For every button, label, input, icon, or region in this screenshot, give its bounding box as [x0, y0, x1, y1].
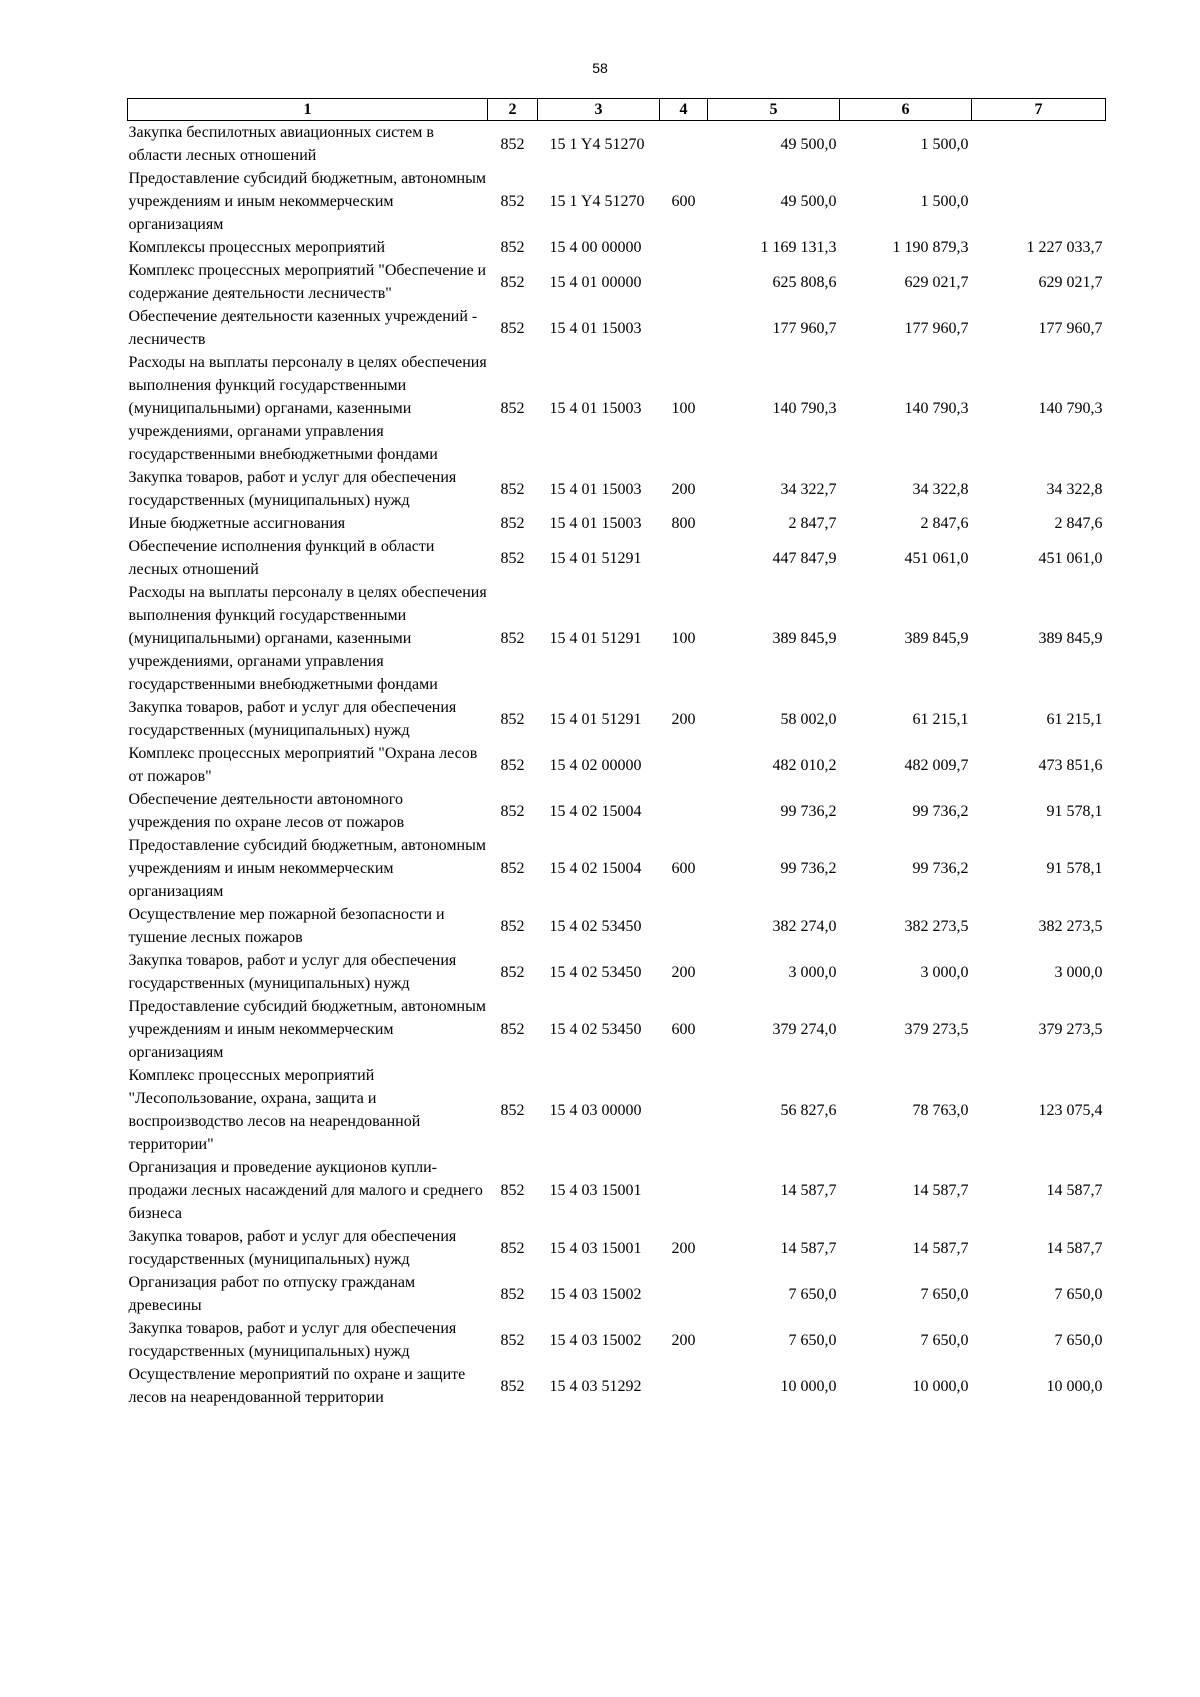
row-amount-year3-cell: 1 227 033,7 — [1026, 239, 1103, 256]
row-name-cell: Расходы на выплаты персоналу в целях обеспечения выполнения функций государственными (муниципальными) органами, казенными учреждениями, органами управления государственными внебюджетными фондами — [128, 584, 487, 693]
table-row — [128, 512, 1106, 535]
row-expense-type-cell — [660, 742, 708, 788]
row-amount-year3-cell: 629 021,7 — [1038, 273, 1103, 291]
row-name-cell: Организация работ по отпуску гражданам древесины — [128, 1274, 416, 1314]
row-name-cell: Расходы на выплаты персоналу в целях обеспечения выполнения функций государственными (муниципальными) органами, казенными учреждениями, органами управления государственными внебюджетными фондами — [128, 354, 487, 463]
row-amount-year3-cell: 34 322,8 — [1046, 480, 1103, 498]
row-target-article-cell: 15 4 01 51291 — [549, 710, 642, 728]
row-amount-year2-cell: 3 000,0 — [920, 963, 969, 981]
row-target-article-cell: 15 4 02 53450 — [549, 963, 642, 981]
row-amount-year3-cell: 389 845,9 — [1038, 630, 1103, 647]
row-amount-year1-cell: 14 587,7 — [780, 1182, 837, 1199]
row-target-article-cell: 15 4 01 00000 — [549, 273, 642, 291]
row-ministry-code-cell: 852 — [500, 1285, 525, 1303]
row-ministry-code-cell: 852 — [500, 135, 525, 153]
row-amount-year1-cell: 10 000,0 — [780, 1377, 837, 1395]
row-ministry-code-cell: 852 — [500, 515, 525, 532]
row-expense-type-cell: 200 — [671, 480, 696, 498]
row-amount-year2-cell: 7 650,0 — [920, 1331, 969, 1349]
row-ministry-code-cell: 852 — [500, 1331, 525, 1349]
row-amount-year1-cell: 99 736,2 — [780, 802, 837, 820]
row-amount-year1-cell: 3 000,0 — [788, 963, 837, 981]
row-target-article-cell: 15 4 01 51291 — [549, 630, 642, 647]
table-row — [128, 236, 1106, 259]
row-amount-year3-cell: 7 650,0 — [1054, 1285, 1103, 1303]
row-ministry-code-cell: 852 — [500, 860, 525, 877]
row-amount-year3-cell: 14 587,7 — [1046, 1239, 1103, 1257]
row-target-article-cell: 15 4 01 51291 — [549, 549, 642, 567]
row-amount-year1-cell: 34 322,7 — [780, 480, 837, 498]
table-row — [128, 167, 1106, 236]
row-name-cell: Предоставление субсидий бюджетным, автономным учреждениям и иным некоммерческим организациям — [128, 837, 486, 900]
row-amount-year1-cell: 56 827,6 — [780, 1101, 837, 1119]
table-row — [128, 305, 1106, 351]
row-amount-year3-cell — [972, 121, 1106, 168]
row-expense-type-cell: 200 — [671, 1331, 696, 1349]
row-name-cell: Осуществление мер пожарной безопасности и тушение лесных пожаров — [128, 906, 445, 946]
row-ministry-code-cell: 852 — [500, 273, 525, 291]
row-amount-year1-cell: 379 274,0 — [772, 1021, 837, 1038]
header-col-7: 7 — [972, 99, 1106, 121]
row-ministry-code-cell: 852 — [500, 1021, 525, 1038]
row-amount-year2-cell: 1 190 879,3 — [892, 239, 969, 256]
row-amount-year1-cell: 58 002,0 — [780, 710, 837, 728]
row-ministry-code-cell: 852 — [500, 549, 525, 567]
header-col-5: 5 — [708, 99, 840, 121]
row-amount-year3-cell — [972, 167, 1106, 236]
row-amount-year2-cell: 7 650,0 — [920, 1285, 969, 1303]
row-target-article-cell: 15 4 02 53450 — [549, 1021, 642, 1038]
table-row — [128, 351, 1106, 466]
table-row — [128, 788, 1106, 834]
row-ministry-code-cell: 852 — [500, 319, 525, 337]
row-ministry-code-cell: 852 — [500, 710, 525, 728]
row-amount-year2-cell: 389 845,9 — [904, 630, 969, 647]
row-target-article-cell: 15 4 02 15004 — [549, 860, 642, 877]
row-name-cell: Закупка товаров, работ и услуг для обеспечения государственных (муниципальных) нужд — [128, 1320, 457, 1360]
row-amount-year1-cell: 49 500,0 — [780, 193, 837, 210]
table-row — [128, 742, 1106, 788]
row-target-article-cell: 15 4 01 15003 — [549, 400, 642, 417]
row-amount-year1-cell: 382 274,0 — [772, 917, 837, 935]
row-amount-year1-cell: 177 960,7 — [772, 319, 837, 337]
row-amount-year2-cell: 10 000,0 — [912, 1377, 969, 1395]
table-header — [128, 99, 1106, 121]
row-name-cell: Закупка товаров, работ и услуг для обеспечения государственных (муниципальных) нужд — [128, 469, 457, 509]
table-row — [128, 903, 1106, 949]
row-name-cell: Осуществление мероприятий по охране и защите лесов на неарендованной территории — [128, 1366, 466, 1406]
row-expense-type-cell: 800 — [671, 515, 696, 532]
table-row — [128, 949, 1106, 995]
row-expense-type-cell — [660, 1156, 708, 1225]
row-amount-year2-cell: 1 500,0 — [920, 135, 969, 153]
table-row — [128, 259, 1106, 305]
table-row — [128, 581, 1106, 696]
row-amount-year3-cell: 7 650,0 — [1054, 1331, 1103, 1349]
row-expense-type-cell — [660, 1363, 708, 1409]
row-expense-type-cell — [660, 1064, 708, 1156]
row-amount-year1-cell: 389 845,9 — [772, 630, 837, 647]
row-amount-year1-cell: 99 736,2 — [780, 860, 837, 877]
row-target-article-cell: 15 1 Y4 51270 — [549, 193, 645, 210]
row-target-article-cell: 15 4 01 15003 — [549, 319, 642, 337]
row-expense-type-cell: 100 — [671, 630, 696, 647]
row-target-article-cell: 15 4 03 00000 — [549, 1101, 642, 1119]
page-number: 58 — [592, 60, 608, 76]
row-amount-year3-cell: 3 000,0 — [1054, 963, 1103, 981]
row-amount-year1-cell: 7 650,0 — [788, 1285, 837, 1303]
row-expense-type-cell: 200 — [671, 1239, 696, 1257]
row-expense-type-cell: 600 — [671, 1021, 696, 1038]
row-name-cell: Комплекс процессных мероприятий "Лесопользование, охрана, защита и воспроизводство лесов на неарендованной территории" — [128, 1067, 421, 1153]
budget-table — [127, 98, 1106, 1409]
table-row — [128, 696, 1106, 742]
row-amount-year1-cell: 1 169 131,3 — [760, 239, 837, 256]
row-amount-year2-cell: 61 215,1 — [912, 710, 969, 728]
row-target-article-cell: 15 4 03 15001 — [549, 1239, 642, 1257]
row-amount-year1-cell: 7 650,0 — [788, 1331, 837, 1349]
table-row — [128, 834, 1106, 903]
table-row — [128, 1271, 1106, 1317]
row-amount-year2-cell: 14 587,7 — [912, 1239, 969, 1257]
row-amount-year3-cell: 177 960,7 — [1038, 319, 1103, 337]
header-col-2: 2 — [488, 99, 538, 121]
header-col-4: 4 — [660, 99, 708, 121]
row-ministry-code-cell: 852 — [500, 1182, 525, 1199]
row-amount-year3-cell: 14 587,7 — [1046, 1182, 1103, 1199]
row-expense-type-cell: 200 — [671, 963, 696, 981]
row-name-cell: Закупка товаров, работ и услуг для обеспечения государственных (муниципальных) нужд — [128, 699, 457, 739]
row-amount-year1-cell: 140 790,3 — [772, 400, 837, 417]
row-expense-type-cell — [660, 788, 708, 834]
row-ministry-code-cell: 852 — [500, 756, 525, 774]
row-amount-year1-cell: 2 847,7 — [788, 515, 837, 532]
table-body — [128, 121, 1106, 1410]
table-row — [128, 995, 1106, 1064]
row-expense-type-cell — [660, 305, 708, 351]
row-amount-year2-cell: 177 960,7 — [904, 319, 969, 337]
row-amount-year2-cell: 78 763,0 — [912, 1101, 969, 1119]
row-name-cell: Комплексы процессных мероприятий — [128, 239, 386, 256]
row-amount-year2-cell: 629 021,7 — [904, 273, 969, 291]
row-name-cell: Комплекс процессных мероприятий "Обеспечение и содержание деятельности лесничеств" — [128, 262, 487, 302]
row-ministry-code-cell: 852 — [500, 1377, 525, 1395]
row-name-cell: Закупка беспилотных авиационных систем в области лесных отношений — [128, 124, 434, 164]
table-row — [128, 1317, 1106, 1363]
row-expense-type-cell — [660, 236, 708, 259]
row-expense-type-cell — [660, 535, 708, 581]
row-ministry-code-cell: 852 — [500, 239, 525, 256]
row-amount-year1-cell: 49 500,0 — [780, 135, 837, 153]
row-amount-year2-cell: 482 009,7 — [904, 756, 969, 774]
row-amount-year3-cell: 10 000,0 — [1046, 1377, 1103, 1395]
row-amount-year3-cell: 140 790,3 — [1038, 400, 1103, 417]
row-target-article-cell: 15 4 00 00000 — [549, 239, 642, 256]
table-row — [128, 1156, 1106, 1225]
row-amount-year2-cell: 99 736,2 — [912, 802, 969, 820]
row-amount-year1-cell: 447 847,9 — [772, 549, 837, 567]
row-name-cell: Организация и проведение аукционов купли-продажи лесных насаждений для малого и среднего бизнеса — [128, 1159, 483, 1222]
table-row — [128, 466, 1106, 512]
row-target-article-cell: 15 4 03 51292 — [549, 1377, 642, 1395]
row-expense-type-cell — [660, 121, 708, 168]
row-amount-year3-cell: 61 215,1 — [1046, 710, 1103, 728]
row-ministry-code-cell: 852 — [500, 480, 525, 498]
row-amount-year3-cell: 91 578,1 — [1046, 860, 1103, 877]
row-expense-type-cell — [660, 903, 708, 949]
row-amount-year2-cell: 140 790,3 — [904, 400, 969, 417]
row-amount-year3-cell: 382 273,5 — [1038, 917, 1103, 935]
row-amount-year3-cell: 473 851,6 — [1038, 756, 1103, 774]
row-expense-type-cell — [660, 259, 708, 305]
row-target-article-cell: 15 4 03 15001 — [549, 1182, 642, 1199]
row-target-article-cell: 15 4 03 15002 — [549, 1285, 642, 1303]
row-target-article-cell: 15 4 02 53450 — [549, 917, 642, 935]
row-expense-type-cell: 100 — [671, 400, 696, 417]
row-amount-year3-cell: 123 075,4 — [1038, 1101, 1103, 1119]
row-name-cell: Иные бюджетные ассигнования — [128, 515, 346, 532]
row-ministry-code-cell: 852 — [500, 1101, 525, 1119]
row-target-article-cell: 15 4 02 15004 — [549, 802, 642, 820]
row-amount-year2-cell: 379 273,5 — [904, 1021, 969, 1038]
row-target-article-cell: 15 1 Y4 51270 — [549, 135, 645, 153]
row-amount-year3-cell: 379 273,5 — [1038, 1021, 1103, 1038]
row-amount-year2-cell: 382 273,5 — [904, 917, 969, 935]
row-amount-year3-cell: 451 061,0 — [1038, 549, 1103, 567]
row-ministry-code-cell: 852 — [500, 400, 525, 417]
header-col-1: 1 — [128, 99, 488, 121]
row-target-article-cell: 15 4 02 00000 — [549, 756, 642, 774]
row-target-article-cell: 15 4 01 15003 — [549, 480, 642, 498]
row-target-article-cell: 15 4 03 15002 — [549, 1331, 642, 1349]
row-amount-year2-cell: 451 061,0 — [904, 549, 969, 567]
row-expense-type-cell: 200 — [671, 710, 696, 728]
row-amount-year3-cell: 2 847,6 — [1054, 515, 1103, 532]
row-name-cell: Предоставление субсидий бюджетным, автономным учреждениям и иным некоммерческим организациям — [128, 170, 486, 233]
row-ministry-code-cell: 852 — [500, 917, 525, 935]
row-amount-year2-cell: 34 322,8 — [912, 480, 969, 498]
table-row — [128, 1363, 1106, 1409]
header-col-3: 3 — [538, 99, 660, 121]
row-amount-year2-cell: 14 587,7 — [912, 1182, 969, 1199]
table-row — [128, 1225, 1106, 1271]
table-row — [128, 121, 1106, 168]
row-name-cell: Комплекс процессных мероприятий "Охрана лесов от пожаров" — [128, 745, 478, 785]
row-amount-year2-cell: 1 500,0 — [920, 193, 969, 210]
row-ministry-code-cell: 852 — [500, 963, 525, 981]
table-row — [128, 535, 1106, 581]
table-row — [128, 1064, 1106, 1156]
row-ministry-code-cell: 852 — [500, 193, 525, 210]
row-amount-year1-cell: 482 010,2 — [772, 756, 837, 774]
row-ministry-code-cell: 852 — [500, 802, 525, 820]
row-name-cell: Обеспечение деятельности казенных учреждений - лесничеств — [128, 308, 478, 348]
row-ministry-code-cell: 852 — [500, 1239, 525, 1257]
row-name-cell: Обеспечение деятельности автономного учреждения по охране лесов от пожаров — [128, 791, 405, 831]
row-amount-year2-cell: 2 847,6 — [920, 515, 969, 532]
row-expense-type-cell: 600 — [671, 193, 696, 210]
row-expense-type-cell: 600 — [671, 860, 696, 877]
row-name-cell: Предоставление субсидий бюджетным, автономным учреждениям и иным некоммерческим организациям — [128, 998, 486, 1061]
row-name-cell: Закупка товаров, работ и услуг для обеспечения государственных (муниципальных) нужд — [128, 1228, 457, 1268]
row-amount-year2-cell: 99 736,2 — [912, 860, 969, 877]
row-target-article-cell: 15 4 01 15003 — [549, 515, 642, 532]
row-amount-year1-cell: 14 587,7 — [780, 1239, 837, 1257]
row-expense-type-cell — [660, 1271, 708, 1317]
row-name-cell: Обеспечение исполнения функций в области лесных отношений — [128, 538, 435, 578]
header-col-6: 6 — [840, 99, 972, 121]
row-ministry-code-cell: 852 — [500, 630, 525, 647]
row-amount-year3-cell: 91 578,1 — [1046, 802, 1103, 820]
row-amount-year1-cell: 625 808,6 — [772, 273, 837, 291]
row-name-cell: Закупка товаров, работ и услуг для обеспечения государственных (муниципальных) нужд — [128, 952, 457, 992]
